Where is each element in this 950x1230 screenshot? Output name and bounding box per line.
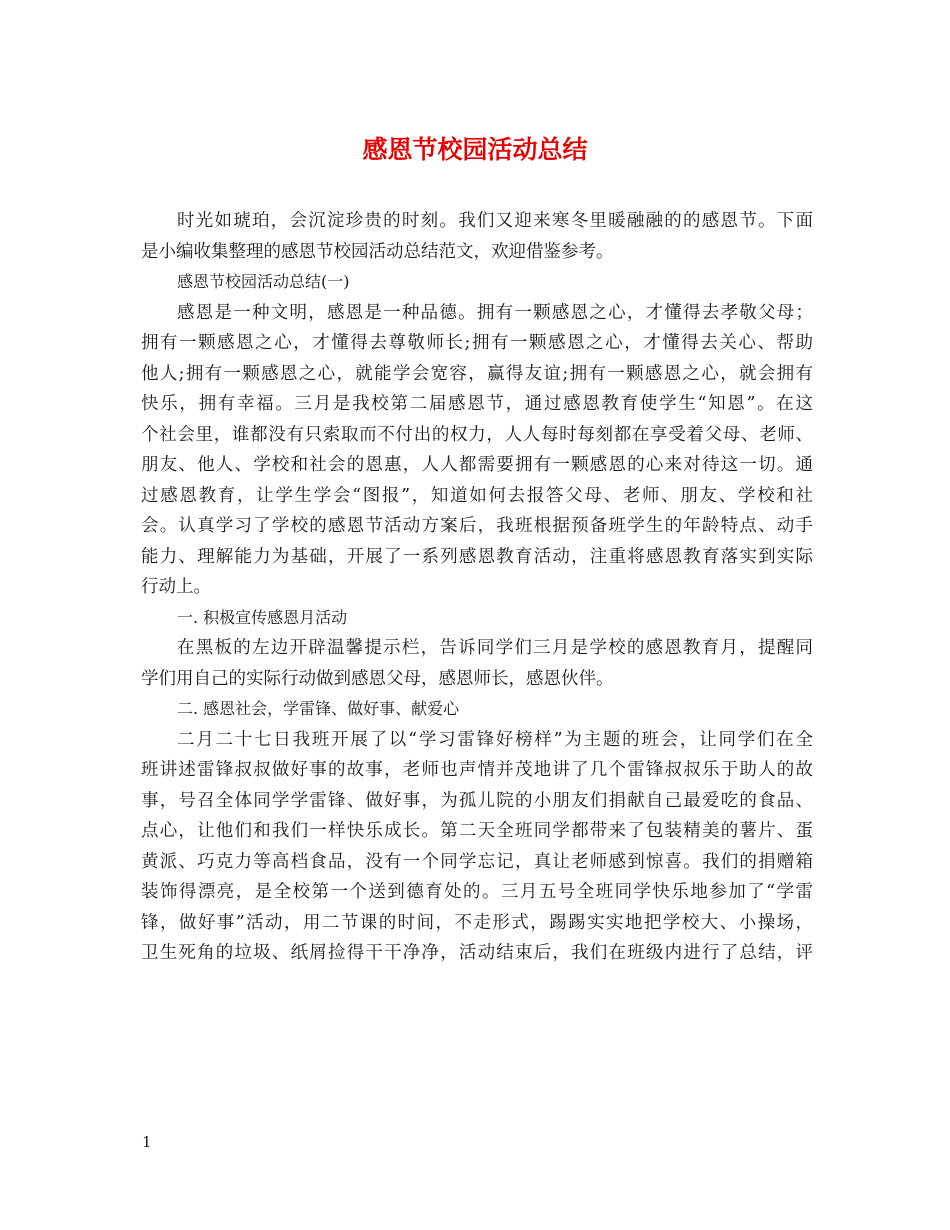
paragraph-line: 朋友、他人、学校和社会的恩惠，人人都需要拥有一颗感恩的心来对待这一切。通 (141, 455, 813, 475)
paragraph-line: 时光如琥珀，会沉淀珍贵的时刻。我们又迎来寒冬里暖融融的的感恩节。下面 (177, 211, 813, 231)
paragraph-line: 拥有一颗感恩之心，才懂得去尊敬师长;拥有一颗感恩之心，才懂得去关心、帮助 (141, 333, 813, 353)
paragraph-line: 他人;拥有一颗感恩之心，就能学会宽容，赢得友谊;拥有一颗感恩之心，就会拥有 (141, 363, 813, 384)
paragraph-line: 行动上。 (141, 577, 211, 597)
section-heading: 感恩节校园活动总结(一) (177, 272, 350, 291)
paragraph-line: 在黑板的左边开辟温馨提示栏，告诉同学们三月是学校的感恩教育月，提醒同 (177, 638, 813, 658)
paragraph-line: 事，号召全体同学学雷锋、做好事，为孤儿院的小朋友们捐献自己最爱吃的食品、 (141, 790, 813, 811)
paragraph-line: 点心，让他们和我们一样快乐成长。第二天全班同学都带来了包装精美的薯片、蛋 (141, 821, 813, 841)
page-number: 1 (142, 1133, 152, 1151)
paragraph-line: 快乐，拥有幸福。三月是我校第二届感恩节，通过感恩教育使学生“知恩”。在这 (141, 394, 813, 414)
paragraph-line: 装饰得漂亮，是全校第一个送到德育处的。三月五号全班同学快乐地参加了“学雷 (141, 882, 813, 902)
paragraph-line: 锋，做好事”活动，用二节课的时间，不走形式，踢踢实实地把学校大、小操场， (141, 912, 813, 933)
paragraph-line: 班讲述雷锋叔叔做好事的故事，老师也声情并茂地讲了几个雷锋叔叔乐于助人的故 (141, 760, 813, 780)
paragraph-line: 黄派、巧克力等高档食品，没有一个同学忘记，真让老师感到惊喜。我们的捐赠箱 (141, 851, 813, 872)
paragraph-line: 个社会里，谁都没有只索取而不付出的权力，人人每时每刻都在享受着父母、老师、 (141, 424, 813, 445)
section-heading: 一. 积极宣传感恩月活动 (177, 607, 348, 627)
paragraph-line: 过感恩教育，让学生学会“图报”，知道如何去报答父母、老师、朋友、学校和社 (141, 485, 813, 506)
paragraph-line: 感恩是一种文明，感恩是一种品德。拥有一颗感恩之心，才懂得去孝敬父母； (177, 302, 813, 323)
document-title: 感恩节校园活动总结 (362, 135, 588, 164)
paragraph-line: 能力、理解能力为基础，开展了一系列感恩教育活动，注重将感恩教育落实到实际 (141, 546, 813, 567)
paragraph-line: 会。认真学习了学校的感恩节活动方案后，我班根据预备班学生的年龄特点、动手 (141, 516, 813, 536)
document-body (141, 206, 813, 969)
paragraph-line: 是小编收集整理的感恩节校园活动总结范文，欢迎借鉴参考。 (141, 241, 614, 262)
paragraph-line: 学们用自己的实际行动做到感恩父母，感恩师长，感恩伙伴。 (141, 668, 614, 689)
paragraph-line: 卫生死角的垃圾、纸屑捡得干干净净，活动结束后，我们在班级内进行了总结，评 (141, 943, 813, 963)
section-heading: 二. 感恩社会，学雷锋、做好事、献爱心 (177, 699, 460, 718)
paragraph-line: 二月二十七日我班开展了以“学习雷锋好榜样”为主题的班会，让同学们在全 (177, 729, 813, 750)
